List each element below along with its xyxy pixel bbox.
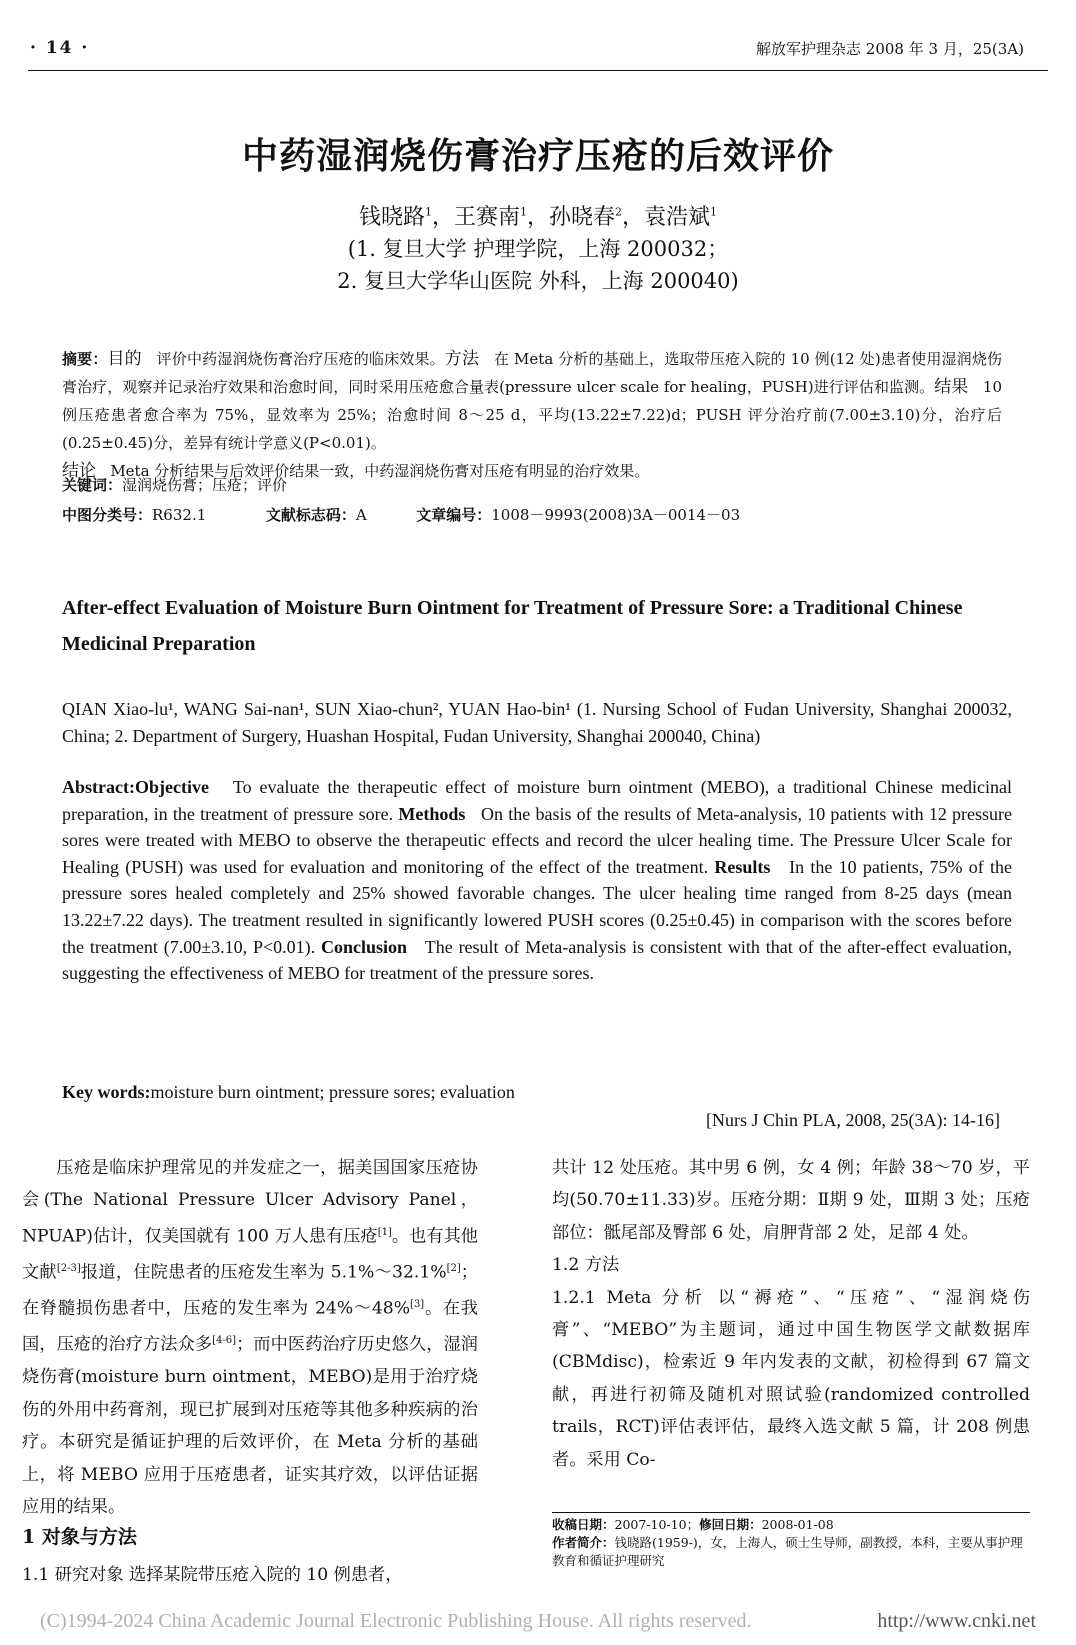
conclusion-text: Meta 分析结果与后效评价结果一致，中药湿润烧伤膏对压疮有明显的治疗效果。: [110, 462, 650, 480]
english-abstract: [62, 774, 1012, 987]
revised-label: 修回日期：: [699, 1517, 762, 1532]
author-sup: 2: [615, 205, 623, 219]
text-run: 压疮是临床护理常见的并发症之一，据美国国家压疮协会(The National Pressure Ulcer Advisory Panel，NPUAP)估计，仅美国就有 100 万人患有压疮: [22, 1158, 478, 1247]
authors-cn: 钱晓路$^1$，王赛南$^1$，孙晓春$^2$，袁浩斌$^1$: [358, 205, 718, 230]
subsection-1-1: 1.1 研究对象 选择某院带压疮入院的 10 例患者，: [22, 1565, 403, 1585]
en-methods-text: On the basis of the results of Meta-analysis, 10 patients with 12 pressure sores were treated with MEBO to observe the therapeutic effects and record the ulcer healing time. The Pressure Ulcer Scale for Healing (PUSH) was used for evaluation and monitoring of the effect of the treatment.: [62, 803, 1013, 877]
results-label: 结果: [934, 377, 969, 397]
body-right-column: [552, 1152, 1030, 1476]
author: 孙晓春: [549, 205, 616, 230]
received-date: 2007-10-10；: [614, 1517, 700, 1532]
en-keywords-text: moisture burn ointment; pressure sores; evaluation: [150, 1082, 515, 1102]
abstract-label: 摘要：: [62, 350, 108, 368]
subjects-paragraph: 共计 12 处压疮。其中男 6 例，女 4 例；年龄 38～70 岁，平均(50.70±11.33)岁。压疮分期：Ⅱ期 9 处，Ⅲ期 3 处；压疮部位：骶尾部及臀部 6 处，肩胛背部 2 处，足部 4 处。: [552, 1158, 1030, 1243]
footnote-rule: [552, 1512, 1030, 1513]
en-objective-text: To evaluate the therapeutic effect of moisture burn ointment (MEBO), a traditional Chinese medicinal preparation, in the treatment of pressure sore.: [62, 777, 1013, 824]
author-sup: 1: [710, 205, 718, 219]
affiliation-cn-2: 2. 复旦大学华山医院 外科，上海 200040): [337, 269, 739, 293]
body-left-column: [22, 1152, 478, 1523]
methods-text: 在 Meta 分析的基础上，选取带压疮入院的 10 例(12 处)患者使用湿润烧伤膏治疗，观察并记录治疗效果和治愈时间，同时采用压疮愈合量表(pressure ulcer scale for healing，PUSH)进行评估和监测。: [62, 350, 1003, 396]
conclusion-label: 结论: [62, 461, 96, 481]
journal-header: 解放军护理杂志 2008 年 3 月，25(3A): [756, 40, 1024, 58]
author-sup: 1: [519, 205, 527, 219]
text-run: ；在脊髓损伤患者中，压疮的发生率为 24%～48%: [22, 1262, 478, 1319]
page-number: · 14 ·: [30, 38, 90, 58]
affiliation-cn-1: (1. 复旦大学 护理学院，上海 200032；: [347, 237, 729, 261]
article-no-value: 1008－9993(2008)3A－0014－03: [491, 506, 741, 524]
objective-text: 评价中药湿润烧伤膏治疗压疮的临床效果。: [156, 350, 445, 368]
author-sup: 1: [424, 205, 432, 219]
ref-marker: [1]: [377, 1226, 392, 1238]
text-run: 。也有其他文献: [22, 1226, 478, 1283]
ref-marker: [3]: [410, 1299, 425, 1311]
ref-marker: [2]: [446, 1262, 461, 1274]
results-text: 10 例压疮患者愈合率为 75%，显效率为 25%；治愈时间 8～25 d，平均(13.22±7.22)d；PUSH 评分治疗前(7.00±3.10)分，治疗后(0.25±0.45)分，差异有统计学意义(P<0.01)。: [62, 378, 1003, 452]
english-keywords: [62, 1082, 515, 1103]
doc-code-label: 文献标志码：: [265, 506, 356, 524]
received-label: 收稿日期：: [552, 1517, 615, 1532]
en-conclusion-text: The result of Meta-analysis is consistent with that of the after-effect evaluation, suggesting the effectiveness of MEBO for treatment of the pressure sores.: [62, 936, 1013, 984]
keywords-text: 湿润烧伤膏；压疮；评价: [122, 476, 288, 494]
citation: [Nurs J Chin PLA, 2008, 25(3A): 14-16]: [706, 1110, 1000, 1130]
en-methods-label: Methods: [398, 803, 466, 824]
text-run: 。在我国，压疮的治疗方法众多: [22, 1298, 478, 1355]
ref-marker: [4-6]: [212, 1335, 237, 1347]
intro-paragraph: [22, 1152, 478, 1523]
revised-date: 2008-01-08: [761, 1517, 834, 1532]
meta-analysis-paragraph: 1.2.1 Meta 分析 以“褥疮”、“压疮”、“湿润烧伤膏”、“MEBO”为主题词，通过中国生物医学文献数据库(CBMdisc)，检索近 9 年内发表的文献，初检得到 67 篇文献，再进行初筛及随机对照试验(randomized controlled trails，RCT)评估表评估，最终入选文献 5 篇，计 208 例患者。采用 Co-: [552, 1287, 1030, 1470]
text-run: ；而中医药治疗历史悠久，湿润烧伤膏(moisture burn ointment，MEBO)是用于治疗烧伤的外用中药膏剂，现已扩展到对压疮等其他多种疾病的治疗。本研究是循证护理的后效评价，在 Meta 分析的基础上，将 MEBO 应用于压疮患者，证实其疗效，以评估证据应用的结果。: [22, 1334, 478, 1517]
keywords-cn: [62, 474, 287, 495]
keywords-label: 关键词：: [62, 476, 123, 494]
clc-value: R632.1: [152, 506, 207, 524]
abstract-cn: [62, 345, 1002, 485]
english-title: After-effect Evaluation of Moisture Burn Ointment for Treatment of Pressure Sore: a Traditional Chinese Medicinal Preparation: [62, 597, 963, 655]
copyright-watermark: (C)1994-2024 China Academic Journal Electronic Publishing House. All rights reserved.: [40, 1610, 752, 1632]
en-results-label: Results: [714, 856, 771, 877]
article-no-label: 文章编号：: [416, 506, 492, 524]
article-title: 中药湿润烧伤膏治疗压疮的后效评价: [241, 136, 834, 177]
header-rule: [28, 70, 1048, 71]
author: 袁浩斌: [644, 205, 711, 230]
author: 王赛南: [453, 205, 520, 230]
en-conclusion-label: Conclusion: [321, 936, 408, 957]
classification-line: [62, 504, 740, 525]
clc-label: 中图分类号：: [62, 506, 153, 524]
bio-text: 钱晓路(1959-)，女，上海人，硕士生导师，副教授，本科，主要从事护理教育和循证护理研究: [552, 1535, 1023, 1568]
methods-label: 方法: [444, 349, 480, 369]
author: 钱晓路: [358, 205, 425, 230]
ref-marker: [2-3]: [56, 1262, 81, 1274]
en-keywords-label: Key words:: [62, 1082, 151, 1102]
subsection-1-2: 1.2 方法: [552, 1255, 620, 1276]
en-abstract-label: Abstract:: [62, 777, 135, 797]
footnote: [552, 1516, 1030, 1570]
section-heading-1: 1 对象与方法: [22, 1526, 137, 1548]
objective-label: 目的: [107, 349, 142, 369]
en-results-text: In the 10 patients, 75% of the pressure sores healed completely and 25% showed favorable changes. The ulcer healing time ranged from 8-25 days (mean 13.22±7.22 days). The treatment resulted in significantly lowered PUSH scores (0.25±0.45) in comparison with the scores before the treatment (7.00±3.10, P<0.01).: [62, 856, 1013, 957]
english-authors: QIAN Xiao-lu¹, WANG Sai-nan¹, SUN Xiao-chun², YUAN Hao-bin¹ (1. Nursing School of Fudan University, Shanghai 200032, China; 2. Department of Surgery, Huashan Hospital, Fudan University, Shanghai 200040, China): [62, 699, 1012, 746]
cnki-url: http://www.cnki.net: [877, 1610, 1036, 1632]
bio-label: 作者简介：: [552, 1535, 615, 1550]
en-objective-label: Objective: [134, 777, 209, 797]
doc-code-value: A: [355, 506, 367, 524]
text-run: 报道，住院患者的压疮发生率为 5.1%～32.1%: [80, 1262, 447, 1283]
